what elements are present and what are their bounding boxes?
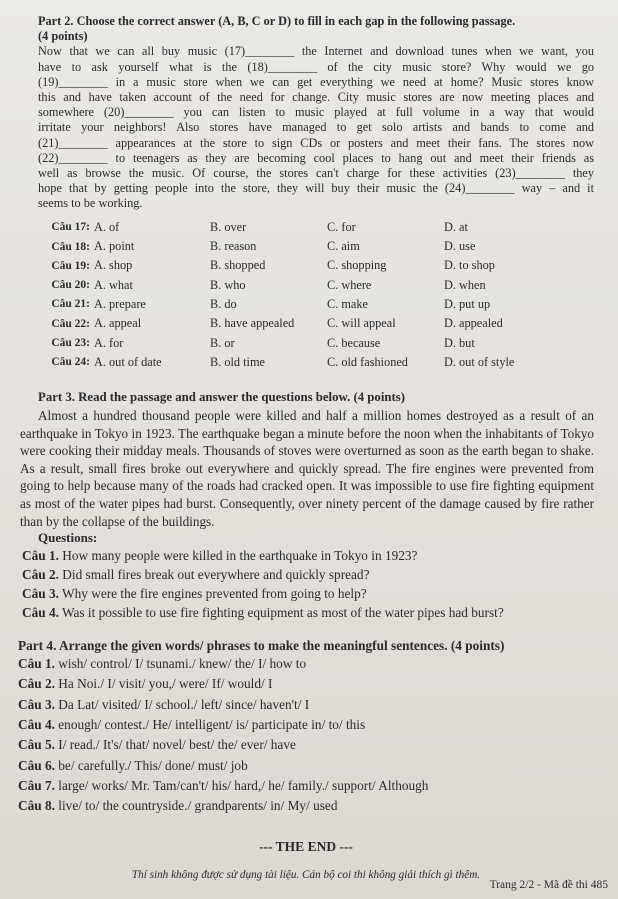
question-row: [38, 218, 564, 237]
option-c: C. where: [327, 277, 372, 292]
option-d: D. appealed: [444, 316, 503, 331]
passage-line: Now that we can all buy music (17)________ the Internet and download tunes when we want, you: [38, 44, 594, 59]
arrange-item: [18, 796, 594, 816]
question-row: [38, 353, 564, 372]
option-b: B. over: [210, 219, 247, 234]
option-a: A. appeal: [94, 316, 142, 331]
option-a: A. point: [94, 239, 135, 254]
proctor-note: Thí sinh không được sử dụng tài liệu. Cán bộ coi thi không giải thích gì thêm.: [131, 868, 481, 881]
question-label: Câu 3.: [22, 586, 59, 602]
part2-passage: [38, 44, 594, 211]
question-label: Câu 23:: [51, 337, 90, 350]
option-d: D. out of style: [444, 354, 515, 369]
question-row: [38, 256, 564, 275]
item-text: Da Lat/ visited/ I/ school./ left/ since/ haven't/ I: [58, 696, 310, 712]
arrange-item: [18, 695, 594, 715]
option-d: D. at: [444, 219, 468, 234]
question-label: Câu 24:: [51, 356, 90, 369]
item-text: Ha Noi./ I/ visit/ you,/ were/ If/ would/ I: [58, 676, 273, 692]
item-text: enough/ contest./ He/ intelligent/ is/ participate in/ to/ this: [58, 717, 366, 733]
item-text: wish/ control/ I/ tsunami./ knew/ the/ I/ how to: [58, 656, 307, 672]
passage-line: (19)________ in a music store when we can get everything we need at home? Music stores know: [38, 74, 594, 89]
question-label: Câu 17:: [51, 221, 90, 234]
option-a: A. out of date: [94, 354, 162, 369]
option-d: D. put up: [444, 296, 491, 311]
reading-question: [22, 584, 594, 603]
question-label: Câu 20:: [51, 279, 90, 292]
reading-question: [22, 565, 594, 584]
passage-line: well as browse the music. Of course, the stores can't charge for these activities (23)________ they: [38, 166, 594, 181]
option-b: B. or: [210, 335, 235, 350]
question-text: How many people were killed in the earthquake in Tokyo in 1923?: [62, 548, 418, 564]
item-label: Câu 4.: [18, 717, 55, 733]
arrange-item: [18, 776, 594, 796]
question-text: Was it possible to use fire fighting equipment as most of the water pipes had burst?: [62, 605, 504, 621]
option-a: A. shop: [94, 258, 133, 273]
option-a: A. for: [94, 335, 124, 350]
option-b: B. reason: [210, 239, 257, 254]
questions-heading: Questions:: [38, 530, 98, 546]
item-label: Câu 3.: [18, 696, 55, 712]
option-a: A. what: [94, 277, 133, 292]
part2-title: Part 2. Choose the correct answer (A, B, C or D) to fill in each gap in the following passage.: [38, 14, 516, 28]
part4-title: Part 4. Arrange the given words/ phrases to make the meaningful sentences. (4 points): [18, 638, 505, 654]
passage-line: this and have taken account of the need for change. City music stores are now meeting places and: [38, 90, 594, 105]
option-b: B. shopped: [210, 258, 266, 273]
reading-question: [22, 603, 594, 622]
option-c: C. old fashioned: [327, 354, 408, 369]
end-marker: --- THE END ---: [259, 838, 353, 854]
option-c: C. will appeal: [327, 316, 396, 331]
item-text: large/ works/ Mr. Tam/can't/ his/ hard,/ he/ family./ support/ Although: [58, 777, 429, 793]
passage-line: irritate your neighbors! Also stores have managed to get solo artists and bands to come and: [38, 120, 594, 135]
option-c: C. for: [327, 219, 356, 234]
option-c: C. because: [327, 335, 381, 350]
option-b: B. who: [210, 277, 246, 292]
arrange-item: [18, 756, 594, 776]
passage-line: have to ask yourself what is the (18)________ of the city music store? Why would we go: [38, 59, 594, 74]
question-label: Câu 19:: [51, 259, 90, 272]
question-row: [38, 333, 564, 352]
item-text: I/ read./ It's/ that/ novel/ best/ the/ ever/ have: [58, 737, 296, 753]
question-text: Did small fires break out everywhere and quickly spread?: [62, 567, 370, 583]
item-label: Câu 2.: [18, 676, 55, 692]
item-text: live/ to/ the countryside./ grandparents/ in/ My/ used: [58, 798, 338, 814]
answer-options-table: [38, 218, 564, 372]
passage-line: seems to be working.: [38, 196, 143, 211]
passage-line: (22)________ to teenagers as they are becoming cool places to hang out and meet their friends as: [38, 150, 594, 165]
option-d: D. use: [444, 239, 476, 254]
option-c: C. shopping: [327, 258, 387, 273]
option-a: A. prepare: [94, 296, 146, 311]
passage-line: hope that by getting people into the store, they will buy their music the (24)________ way – and it: [38, 181, 594, 196]
option-b: B. do: [210, 296, 237, 311]
part3-title: Part 3. Read the passage and answer the questions below. (4 points): [38, 390, 405, 405]
item-label: Câu 5.: [18, 737, 55, 753]
arrange-item: [18, 735, 594, 755]
question-row: [38, 276, 564, 295]
question-label: Câu 21:: [51, 298, 90, 311]
question-label: Câu 1.: [22, 548, 59, 564]
question-row: [38, 314, 564, 333]
option-c: C. make: [327, 296, 368, 311]
arrange-item: [18, 674, 594, 694]
option-b: B. old time: [210, 354, 265, 369]
item-label: Câu 7.: [18, 777, 55, 793]
question-text: Why were the fire engines prevented from going to help?: [62, 586, 367, 602]
passage-line: (21)________ appearances at the store to sign CDs or posters and meet their fans. The stores now: [38, 135, 594, 150]
arrange-item: [18, 654, 594, 674]
item-label: Câu 6.: [18, 757, 55, 773]
reading-question: [22, 546, 594, 565]
question-row: [38, 237, 564, 256]
option-a: A. of: [94, 219, 120, 234]
question-label: Câu 4.: [22, 605, 59, 621]
item-text: be/ carefully./ This/ done/ must/ job: [58, 757, 248, 773]
passage-line: somewhere (20)________ you can listen to music played at full volume in a way that would: [38, 105, 594, 120]
option-c: C. aim: [327, 239, 360, 254]
option-d: D. to shop: [444, 258, 495, 273]
question-row: [38, 295, 564, 314]
arrange-item: [18, 715, 594, 735]
part3-passage-text: Almost a hundred thousand people were killed and half a million homes destroyed as a result of an earthquake in Tokyo in 1923. The earthquake began a minute before the noon when the inhabitants of Tokyo were cooking their midday meals. Thousands of stoves were overturned as soon as the earth began to shake. As a result, small fires broke out everywhere and quickly spread. The fire engines were prevented from going to help because many of the roads had cracked open. It was impossible to use fire fighting equipment as most of the water pipes had burst. Consequently, over ninety percent of the damage caused by fire rather than by the collapse of the buildings.: [20, 408, 594, 529]
option-d: D. when: [444, 277, 486, 292]
question-label: Câu 22:: [51, 317, 90, 330]
option-b: B. have appealed: [210, 316, 295, 331]
item-label: Câu 1.: [18, 656, 55, 672]
question-label: Câu 2.: [22, 567, 59, 583]
question-label: Câu 18:: [51, 240, 90, 253]
part2-points: (4 points): [38, 29, 88, 44]
part3-passage: [20, 407, 594, 530]
item-label: Câu 8.: [18, 798, 55, 814]
page-footer: Trang 2/2 - Mã đề thi 485: [489, 879, 608, 891]
option-d: D. but: [444, 335, 475, 350]
